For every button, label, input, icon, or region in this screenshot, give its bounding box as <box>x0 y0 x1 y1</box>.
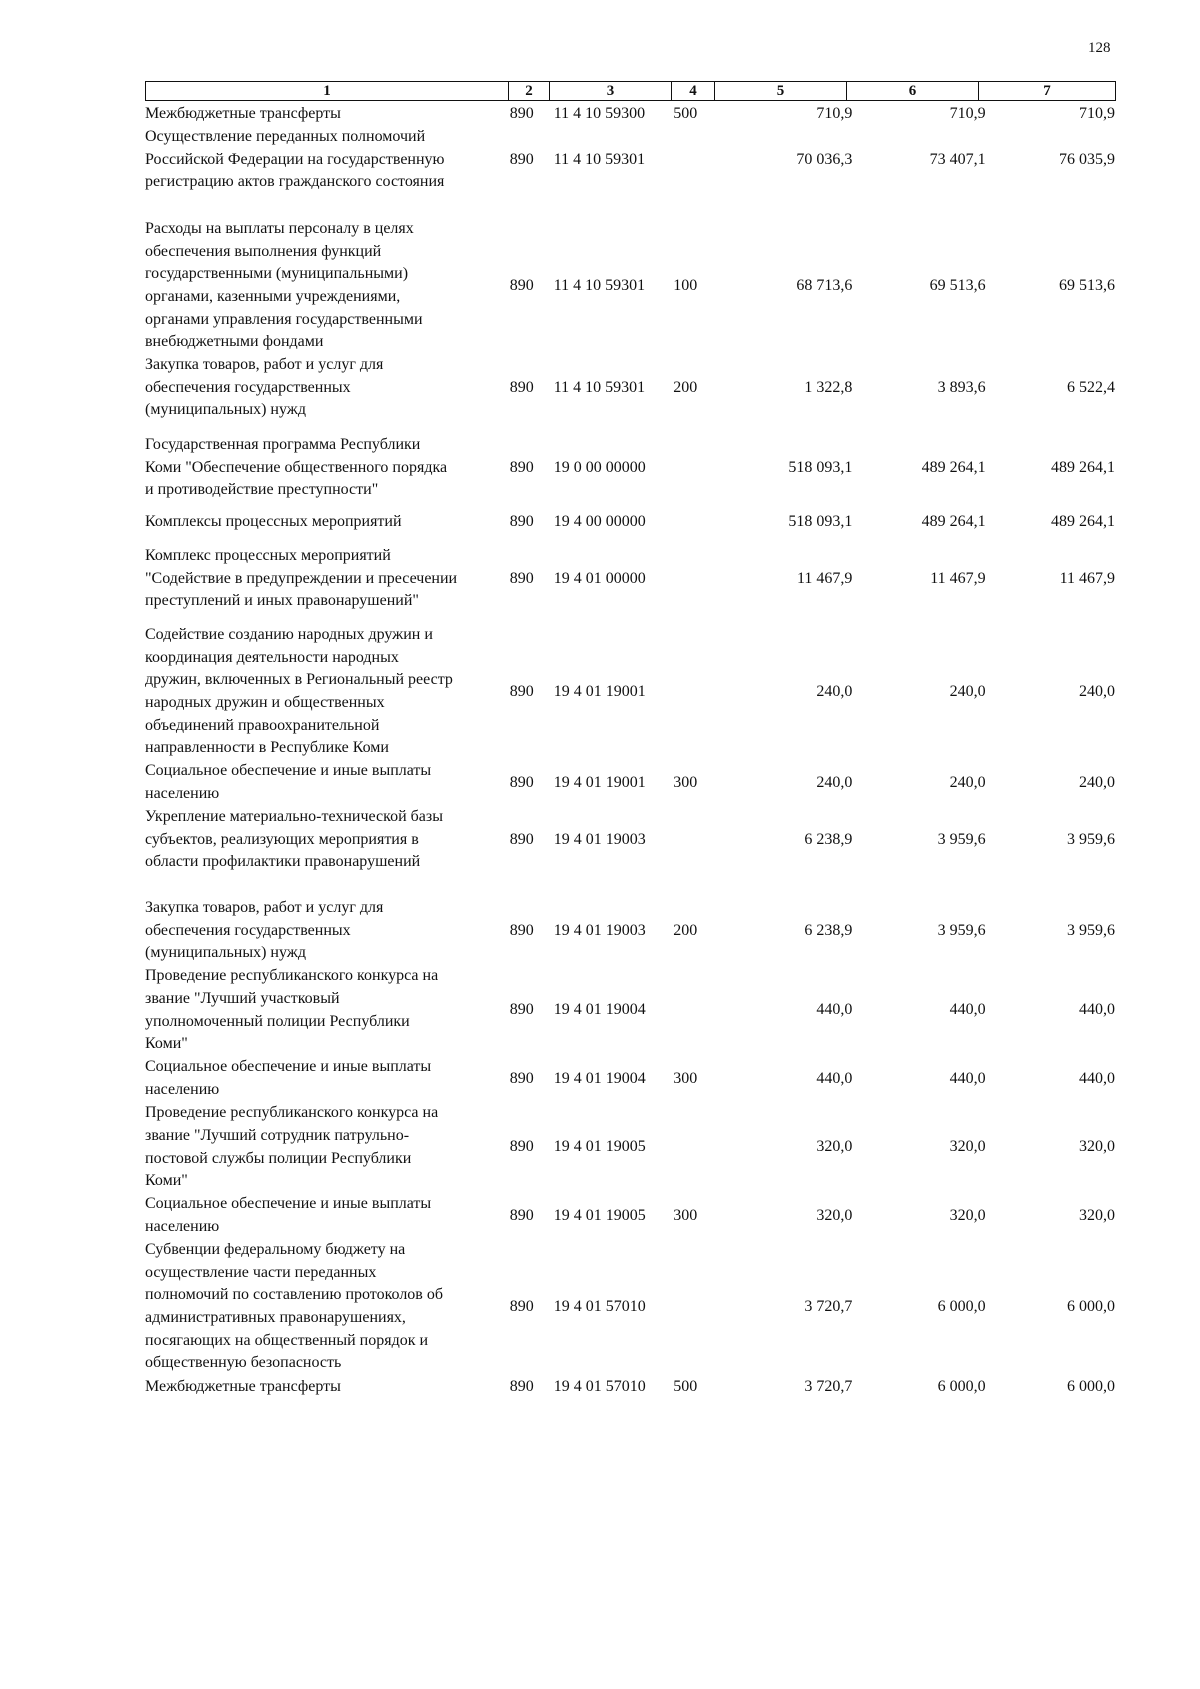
row-value-7: 320,0 <box>1079 1138 1115 1156</box>
row-value-5: 440,0 <box>816 1001 853 1019</box>
row-value-5: 240,0 <box>816 682 853 700</box>
row-name: Закупка товаров, работ и услуг для обеспечения государственных (муниципальных) нужд <box>145 356 384 419</box>
row-name: Межбюджетные трансферты <box>145 104 341 122</box>
column-header-3: 3 <box>550 82 672 101</box>
row-code: 890 <box>509 1297 534 1315</box>
table-row <box>145 126 1115 194</box>
row-value-6: 3 893,6 <box>937 378 986 396</box>
row-classifier: 11 4 10 59301 <box>553 378 646 396</box>
row-name: Проведение республиканского конкурса на звание "Лучший участковый уполномоченный полиции Республики Коми" <box>145 967 439 1053</box>
row-value-6: 489 264,1 <box>921 458 986 476</box>
row-code: 890 <box>509 1069 534 1087</box>
row-code: 890 <box>509 458 534 476</box>
row-code: 890 <box>509 682 534 700</box>
row-code: 890 <box>509 830 534 848</box>
row-classifier: 11 4 10 59300 <box>553 104 646 122</box>
row-code: 890 <box>509 569 534 587</box>
row-type: 300 <box>673 773 698 791</box>
row-value-5: 518 093,1 <box>788 458 853 476</box>
row-value-7: 69 513,6 <box>1059 276 1115 294</box>
row-value-6: 440,0 <box>949 1069 986 1087</box>
row-value-6: 6 000,0 <box>937 1297 986 1315</box>
row-value-5: 518 093,1 <box>788 512 853 530</box>
row-value-7: 6 000,0 <box>1067 1297 1115 1315</box>
row-code: 890 <box>509 1001 534 1019</box>
row-code: 890 <box>509 1377 534 1395</box>
row-code: 890 <box>509 276 534 294</box>
row-value-6: 240,0 <box>949 682 986 700</box>
column-header-row <box>146 82 1116 101</box>
row-name: Субвенции федеральному бюджету на осуществление части переданных полномочий по составлению протоколов об административных правонарушениях, посягающих на общественный порядок и общественную безопасность <box>145 1241 443 1372</box>
row-name: Государственная программа Республики Коми "Обеспечение общественного порядка и противодействие преступности" <box>145 436 448 499</box>
row-value-7: 11 467,9 <box>1059 569 1115 587</box>
column-header-5: 5 <box>715 82 847 101</box>
row-value-7: 3 959,6 <box>1067 830 1115 848</box>
row-name: Проведение республиканского конкурса на звание "Лучший сотрудник патрульно- постовой службы полиции Республики Коми" <box>145 1104 439 1190</box>
row-classifier: 19 4 01 19003 <box>553 921 646 939</box>
table-row <box>145 1193 1115 1239</box>
table-row <box>145 897 1115 965</box>
row-value-5: 320,0 <box>816 1138 853 1156</box>
table-row <box>145 965 1115 1056</box>
table-row <box>145 760 1115 806</box>
row-name: Социальное обеспечение и иные выплаты населению <box>145 1058 432 1098</box>
row-value-7: 6 522,4 <box>1067 378 1115 396</box>
table-row <box>145 806 1115 874</box>
row-code: 890 <box>509 512 534 530</box>
row-type: 200 <box>673 921 698 939</box>
row-value-5: 3 720,7 <box>804 1297 853 1315</box>
row-value-7: 710,9 <box>1079 104 1115 122</box>
row-name: Комплексы процессных мероприятий <box>145 512 402 530</box>
row-name: Укрепление материально-технической базы субъектов, реализующих мероприятия в области профилактики правонарушений <box>145 808 443 871</box>
column-header-table <box>145 81 1116 101</box>
row-value-7: 3 959,6 <box>1067 921 1115 939</box>
row-name: Содействие созданию народных дружин и координация деятельности народных дружин, включенных в Региональный реестр народных дружин и общественных объединений правоохранительной направленности в Республике Коми <box>145 626 453 757</box>
row-classifier: 19 4 00 00000 <box>553 512 646 530</box>
table-row <box>145 218 1115 354</box>
row-code: 890 <box>509 921 534 939</box>
row-value-5: 6 238,9 <box>804 830 853 848</box>
row-name: Комплекс процессных мероприятий "Содействие в предупреждении и пресечении преступлений и иных правонарушений" <box>145 547 458 610</box>
table-row <box>145 624 1115 760</box>
row-classifier: 11 4 10 59301 <box>553 276 646 294</box>
row-value-5: 440,0 <box>816 1069 853 1087</box>
row-type: 500 <box>673 1377 698 1395</box>
row-code: 890 <box>509 773 534 791</box>
row-classifier: 19 4 01 19001 <box>553 682 646 700</box>
row-value-6: 73 407,1 <box>929 150 986 168</box>
row-classifier: 19 4 01 19005 <box>553 1138 646 1156</box>
row-type: 300 <box>673 1206 698 1224</box>
row-classifier: 19 4 01 19001 <box>553 773 646 791</box>
page-number: 128 <box>1088 40 1111 56</box>
row-classifier: 19 4 01 19005 <box>553 1206 646 1224</box>
row-value-7: 320,0 <box>1079 1206 1115 1224</box>
row-type: 500 <box>673 104 698 122</box>
row-code: 890 <box>509 150 534 168</box>
column-header-2: 2 <box>509 82 550 101</box>
row-value-5: 3 720,7 <box>804 1377 853 1395</box>
row-code: 890 <box>509 104 534 122</box>
column-header-4: 4 <box>672 82 715 101</box>
row-value-7: 489 264,1 <box>1051 512 1115 530</box>
row-value-6: 3 959,6 <box>937 921 986 939</box>
row-name: Межбюджетные трансферты <box>145 1377 341 1395</box>
row-classifier: 19 4 01 57010 <box>553 1297 646 1315</box>
row-value-6: 320,0 <box>949 1206 986 1224</box>
row-value-7: 440,0 <box>1079 1069 1115 1087</box>
table-row <box>145 1056 1115 1102</box>
row-value-5: 1 322,8 <box>804 378 853 396</box>
row-value-6: 320,0 <box>949 1138 986 1156</box>
table-row <box>145 434 1115 502</box>
row-classifier: 19 4 01 19004 <box>553 1001 646 1019</box>
row-value-6: 6 000,0 <box>937 1377 986 1395</box>
row-value-5: 240,0 <box>816 773 853 791</box>
column-header-1: 1 <box>146 82 509 101</box>
row-value-5: 710,9 <box>816 104 853 122</box>
row-type: 100 <box>673 276 698 294</box>
row-value-7: 240,0 <box>1079 682 1115 700</box>
row-name: Закупка товаров, работ и услуг для обеспечения государственных (муниципальных) нужд <box>145 899 384 962</box>
row-value-7: 489 264,1 <box>1051 458 1115 476</box>
row-classifier: 19 4 01 19003 <box>553 830 646 848</box>
row-type: 200 <box>673 378 698 396</box>
row-value-6: 710,9 <box>949 104 986 122</box>
row-value-6: 489 264,1 <box>921 512 986 530</box>
row-code: 890 <box>509 1206 534 1224</box>
row-value-6: 69 513,6 <box>929 276 986 294</box>
row-name: Социальное обеспечение и иные выплаты населению <box>145 1195 432 1235</box>
row-value-5: 320,0 <box>816 1206 853 1224</box>
table-row <box>145 1102 1115 1193</box>
row-value-7: 6 000,0 <box>1067 1377 1115 1395</box>
row-value-6: 11 467,9 <box>930 569 986 587</box>
table-row <box>145 545 1115 613</box>
row-code: 890 <box>509 378 534 396</box>
column-header-6: 6 <box>847 82 979 101</box>
row-value-5: 6 238,9 <box>804 921 853 939</box>
row-value-6: 240,0 <box>949 773 986 791</box>
row-classifier: 19 4 01 00000 <box>553 569 646 587</box>
row-code: 890 <box>509 1138 534 1156</box>
row-value-5: 70 036,3 <box>796 150 853 168</box>
table-row <box>145 1239 1115 1375</box>
row-type: 300 <box>673 1069 698 1087</box>
table-row <box>145 102 1115 126</box>
column-header-7: 7 <box>979 82 1116 101</box>
row-name: Расходы на выплаты персоналу в целях обеспечения выполнения функций государственными (муниципальными) органами, казенными учреждениями, органами управления государственными внебюджетными фондами <box>145 220 423 351</box>
row-value-5: 11 467,9 <box>797 569 853 587</box>
table-row <box>145 354 1115 422</box>
row-name: Социальное обеспечение и иные выплаты населению <box>145 762 432 802</box>
row-value-6: 3 959,6 <box>937 830 986 848</box>
row-value-7: 440,0 <box>1079 1001 1115 1019</box>
row-value-6: 440,0 <box>949 1001 986 1019</box>
row-classifier: 19 4 01 19004 <box>553 1069 646 1087</box>
row-value-5: 68 713,6 <box>796 276 853 294</box>
table-row <box>145 510 1115 534</box>
row-classifier: 19 0 00 00000 <box>553 458 646 476</box>
row-classifier: 11 4 10 59301 <box>553 150 646 168</box>
table-row <box>145 1375 1115 1399</box>
row-name: Осуществление переданных полномочий Российской Федерации на государственную регистрацию актов гражданского состояния <box>145 128 445 191</box>
row-value-7: 240,0 <box>1079 773 1115 791</box>
row-classifier: 19 4 01 57010 <box>553 1377 646 1395</box>
row-value-7: 76 035,9 <box>1059 150 1115 168</box>
